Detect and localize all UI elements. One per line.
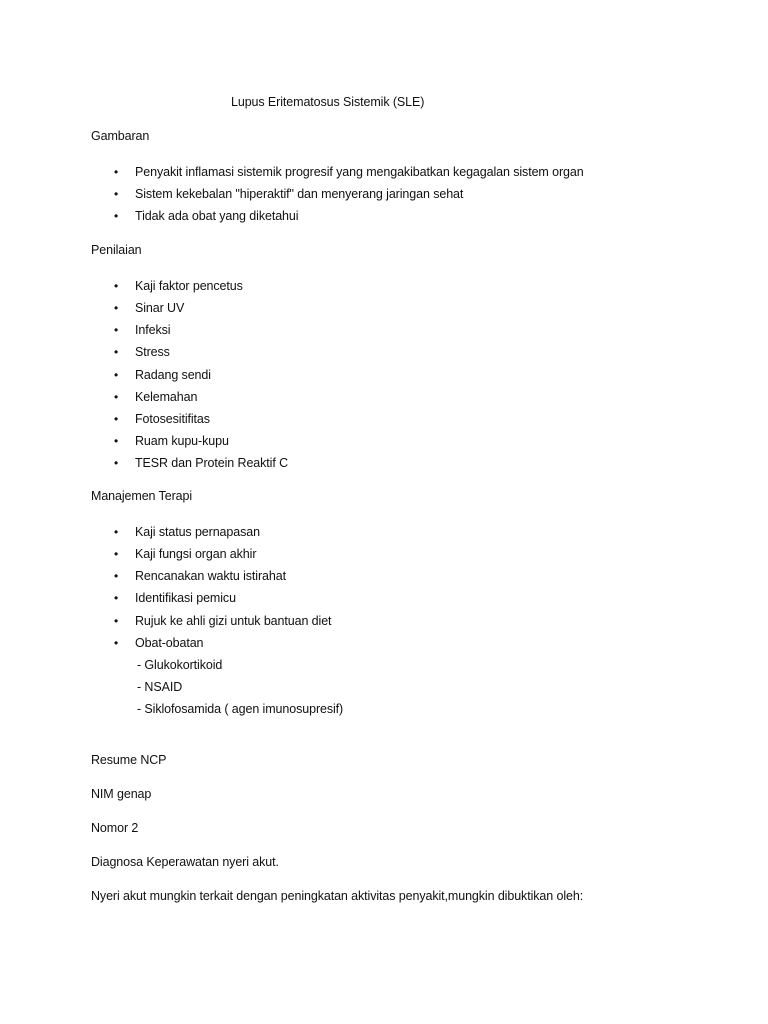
bullet-icon: • [114, 434, 119, 448]
list-item: Sistem kekebalan "hiperaktif" dan menyerang jaringan sehat [135, 187, 464, 201]
bullet-icon: • [114, 165, 119, 179]
bullet-icon: • [114, 456, 119, 470]
nyeri-paragraph: Nyeri akut mungkin terkait dengan peningkatan aktivitas penyakit,mungkin dibuktikan oleh: [91, 889, 584, 903]
bullet-icon: • [114, 279, 119, 293]
list-item: Penyakit inflamasi sistemik progresif yang mengakibatkan kegagalan sistem organ [135, 165, 584, 179]
bullet-icon: • [114, 525, 119, 539]
list-item: Infeksi [135, 323, 171, 337]
list-item: Tidak ada obat yang diketahui [135, 209, 299, 223]
list-item: Radang sendi [135, 368, 211, 382]
bullet-icon: • [114, 301, 119, 315]
sub-list-item: - NSAID [137, 680, 183, 694]
bullet-icon: • [114, 614, 119, 628]
sub-list-item: - Glukokortikoid [137, 658, 223, 672]
bullet-icon: • [114, 209, 119, 223]
diagnosa-paragraph: Diagnosa Keperawatan nyeri akut. [91, 855, 279, 869]
bullet-icon: • [114, 636, 119, 650]
section-heading-penilaian: Penilaian [91, 243, 142, 257]
list-item: Kaji fungsi organ akhir [135, 547, 257, 561]
section-heading-gambaran: Gambaran [91, 129, 150, 143]
sub-list-item: - Siklofosamida ( agen imunosupresif) [137, 702, 344, 716]
bullet-icon: • [114, 187, 119, 201]
list-item: TESR dan Protein Reaktif C [135, 456, 289, 470]
list-item: Sinar UV [135, 301, 185, 315]
list-item: Kaji faktor pencetus [135, 279, 243, 293]
bullet-icon: • [114, 345, 119, 359]
bullet-icon: • [114, 390, 119, 404]
bullet-icon: • [114, 412, 119, 426]
list-item: Stress [135, 345, 170, 359]
bullet-icon: • [114, 569, 119, 583]
list-item: Ruam kupu-kupu [135, 434, 229, 448]
bullet-icon: • [114, 591, 119, 605]
nomor-label: Nomor 2 [91, 821, 139, 835]
list-item: Fotosesitifitas [135, 412, 210, 426]
list-item: Identifikasi pemicu [135, 591, 236, 605]
list-item: Kaji status pernapasan [135, 525, 260, 539]
bullet-icon: • [114, 323, 119, 337]
list-item: Rujuk ke ahli gizi untuk bantuan diet [135, 614, 332, 628]
list-item: Rencanakan waktu istirahat [135, 569, 286, 583]
list-item: Obat-obatan [135, 636, 204, 650]
bullet-icon: • [114, 547, 119, 561]
nim-label: NIM genap [91, 787, 152, 801]
document-title: Lupus Eritematosus Sistemik (SLE) [231, 95, 425, 109]
list-item: Kelemahan [135, 390, 198, 404]
section-heading-manajemen-terapi: Manajemen Terapi [91, 489, 193, 503]
bullet-icon: • [114, 368, 119, 382]
resume-heading: Resume NCP [91, 753, 167, 767]
